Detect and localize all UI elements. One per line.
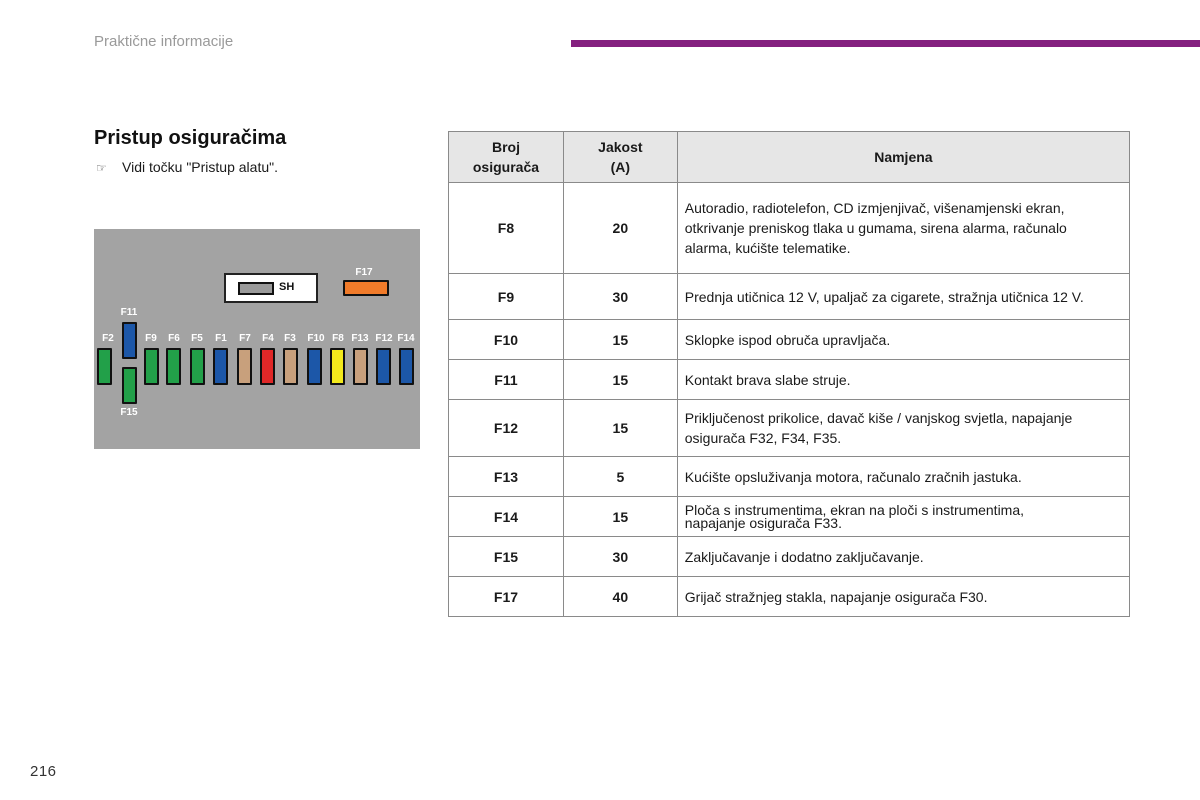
instruction-line [96,159,278,175]
fuse-number-cell: F8 [449,183,564,274]
table-row [449,320,1130,360]
fuse-f13 [353,348,368,385]
purpose-cell [677,183,1129,274]
fuse-label-f13: F13 [351,333,369,344]
fuse-f12 [376,348,391,385]
purpose-line: Priključenost prikolice, davač kiše / vanjskog svjetla, napajanje [684,410,1073,426]
fuse-label-f5: F5 [191,333,203,344]
purpose-line: Zaključavanje i dodatno zaključavanje. [684,548,924,565]
fuse-label-f7: F7 [239,333,251,344]
fuse-label-f1: F1 [215,333,227,344]
table-header-row [449,132,1130,183]
sh-shunt [224,273,318,303]
amperage-cell: 20 [563,183,677,274]
fuse-label-f2: F2 [102,333,114,344]
fuse-f9 [144,348,159,385]
fuse-label-f15: F15 [120,407,138,418]
fuse-f7 [237,348,252,385]
purpose-line: Ploča s instrumentima, ekran na ploči s instrumentima, [684,501,1025,518]
purpose-cell [677,457,1129,497]
fuse-f10 [307,348,322,385]
sh-label: SH [279,281,295,293]
fuse-number-cell: F14 [449,497,564,537]
header-accent-bar [571,40,1200,47]
fuse-label-f3: F3 [284,333,296,344]
fuse-number-cell: F17 [449,577,564,617]
table-row [449,274,1130,320]
fuse-f15 [122,367,137,404]
amperage-cell: 15 [563,400,677,457]
header-purpose: Namjena [677,132,1129,183]
fuse-label-f6: F6 [168,333,180,344]
amperage-cell: 40 [563,577,677,617]
amperage-cell: 15 [563,360,677,400]
fuse-label-f12: F12 [375,333,393,344]
purpose-cell [677,577,1129,617]
purpose-cell [677,274,1129,320]
fuse-number-cell: F9 [449,274,564,320]
purpose-line: Kućište opsluživanja motora, računalo zračnih jastuka. [684,468,1022,485]
fuse-label-f10: F10 [307,333,325,344]
header-amperage-line2: (A) [610,159,631,175]
section-header: Praktične informacije [94,33,234,50]
fuse-f2 [97,348,112,385]
fuse-label-f14: F14 [397,333,415,344]
fuse-label-f9: F9 [145,333,157,344]
purpose-line: osigurača F32, F34, F35. [684,430,842,446]
table-row [449,360,1130,400]
fuse-number-cell: F13 [449,457,564,497]
sh-shunt-slot [238,282,274,295]
table-row [449,537,1130,577]
fuse-f8 [330,348,345,385]
amperage-cell: 15 [563,320,677,360]
fuse-number-cell: F15 [449,537,564,577]
fuse-f5 [190,348,205,385]
fuse-number-cell: F10 [449,320,564,360]
fuse-label-f17: F17 [355,267,373,278]
page-number: 216 [30,763,57,780]
fuse-table [448,131,1130,617]
purpose-cell [677,360,1129,400]
table-row [449,457,1130,497]
header-fuse-number-line1: Broj [491,139,520,155]
fuse-f11 [122,322,137,359]
purpose-line: otkrivanje preniskog tlaka u gumama, sirena alarma, računalo [684,220,1067,236]
table-row [449,400,1130,457]
header-fuse-number-line2: osigurača [472,159,540,175]
fuse-f1 [213,348,228,385]
fuse-f6 [166,348,181,385]
fuse-f4 [260,348,275,385]
purpose-cell [677,497,1129,537]
purpose-line: Sklopke ispod obruča upravljača. [684,331,891,348]
purpose-line: Grijač stražnjeg stakla, napajanje osigurača F30. [684,588,988,605]
fuse-label-f8: F8 [332,333,344,344]
purpose-line: alarma, kućište telematike. [684,240,851,256]
header-amperage [563,132,677,183]
fuse-label-f4: F4 [262,333,274,344]
instruction-text: Vidi točku "Pristup alatu". [122,159,278,175]
amperage-cell: 15 [563,497,677,537]
header-amperage-line1: Jakost [598,139,643,155]
amperage-cell: 5 [563,457,677,497]
hand-pointer-icon: ☞ [96,161,107,175]
purpose-cell [677,320,1129,360]
fuse-f17 [343,280,389,296]
amperage-cell: 30 [563,537,677,577]
fuse-number-cell: F12 [449,400,564,457]
fuse-box-diagram [94,229,420,449]
header-fuse-number [449,132,564,183]
purpose-line: Kontakt brava slabe struje. [684,371,851,388]
table-row [449,577,1130,617]
table-row [449,497,1130,537]
section-title: Pristup osiguračima [94,127,287,149]
purpose-line: Prednja utičnica 12 V, upaljač za cigarete, stražnja utičnica 12 V. [684,288,1084,305]
purpose-line: napajanje osigurača F33. [684,514,842,531]
table-row [449,183,1130,274]
purpose-cell [677,400,1129,457]
amperage-cell: 30 [563,274,677,320]
fuse-label-f11: F11 [120,307,138,318]
fuse-f14 [399,348,414,385]
purpose-line: Autoradio, radiotelefon, CD izmjenjivač, višenamjenski ekran, [684,200,1065,216]
fuse-number-cell: F11 [449,360,564,400]
fuse-f3 [283,348,298,385]
purpose-cell [677,537,1129,577]
